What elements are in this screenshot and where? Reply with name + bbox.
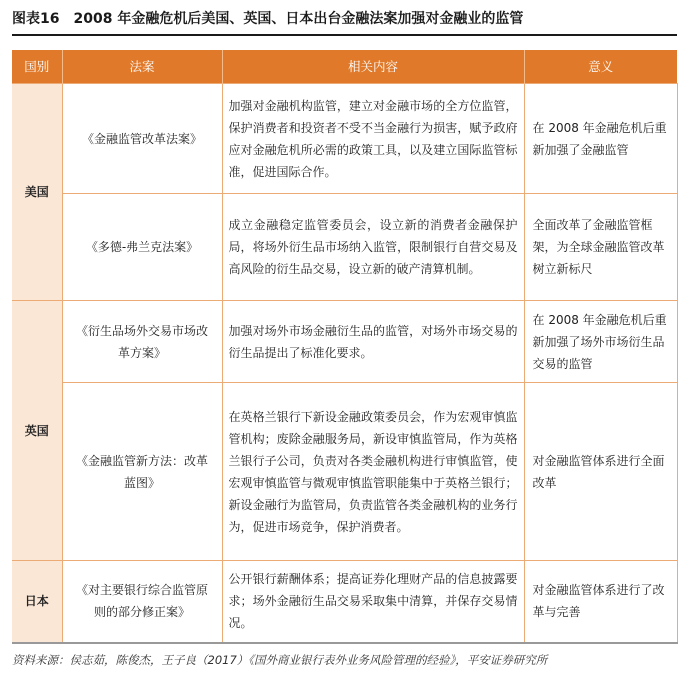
meaning-cell: 对金融监管体系进行了改革与完善	[524, 561, 677, 643]
content-cell: 公开银行薪酬体系；提高证券化理财产品的信息披露要求；场外金融衍生品交易采取集中清算，并保存交易情况。	[222, 561, 524, 643]
figure-number: 图表16	[12, 11, 60, 27]
country-cell-jp: 日本	[12, 561, 62, 643]
figure-title-text: 2008 年金融危机后美国、英国、日本出台金融法案加强对金融业的监管	[73, 11, 524, 27]
content-cell: 成立金融稳定监管委员会，设立新的消费者金融保护局，将场外衍生品市场纳入监管，限制银行自营交易及高风险的衍生品交易，设立新的破产清算机制。	[222, 194, 524, 301]
figure-title	[12, 6, 677, 32]
source-note: 资料来源：侯志茹，陈俊杰，王子良（2017）《国外商业银行表外业务风险管理的经验》，平安证券研究所	[12, 653, 548, 667]
law-cell: 《金融监管新方法：改革蓝图》	[62, 383, 222, 561]
table-row	[12, 194, 677, 301]
table-header-row	[12, 50, 677, 84]
meaning-cell: 全面改革了金融监管框架，为全球金融监管改革树立新标尺	[524, 194, 677, 301]
content-cell: 在英格兰银行下新设金融政策委员会，作为宏观审慎监管机构；废除金融服务局，新设审慎监管局，作为英格兰银行子公司，负责对各类金融机构进行审慎监管，使宏观审慎监管与微观审慎监管职能集中于英格兰银行；新设金融行为监管局，负责监管各类金融机构的业务行为，促进市场竞争，保护消费者。	[222, 383, 524, 561]
meaning-cell: 对金融监管体系进行全面改革	[524, 383, 677, 561]
meaning-cell: 在 2008 年金融危机后重新加强了金融监管	[524, 84, 677, 194]
content-cell: 加强对金融机构监管，建立对金融市场的全方位监管，保护消费者和投资者不受不当金融行为损害，赋予政府应对金融危机所必需的政策工具，以及建立国际监管标准，促进国际合作。	[222, 84, 524, 194]
law-cell: 《对主要银行综合监管原则的部分修正案》	[62, 561, 222, 643]
title-rule	[12, 34, 677, 36]
header-content: 相关内容	[222, 50, 524, 84]
header-law: 法案	[62, 50, 222, 84]
table-row	[12, 301, 677, 383]
country-cell-uk: 英国	[12, 301, 62, 561]
law-cell: 《多德-弗兰克法案》	[62, 194, 222, 301]
law-cell: 《金融监管改革法案》	[62, 84, 222, 194]
header-meaning: 意义	[524, 50, 677, 84]
country-cell-us: 美国	[12, 84, 62, 301]
law-cell: 《衍生品场外交易市场改革方案》	[62, 301, 222, 383]
table-row	[12, 84, 677, 194]
table-row	[12, 561, 677, 643]
regulation-table	[12, 50, 678, 644]
meaning-cell: 在 2008 年金融危机后重新加强了场外市场衍生品交易的监管	[524, 301, 677, 383]
content-cell: 加强对场外市场金融衍生品的监管，对场外市场交易的衍生品提出了标准化要求。	[222, 301, 524, 383]
table-row	[12, 383, 677, 561]
header-country: 国别	[12, 50, 62, 84]
